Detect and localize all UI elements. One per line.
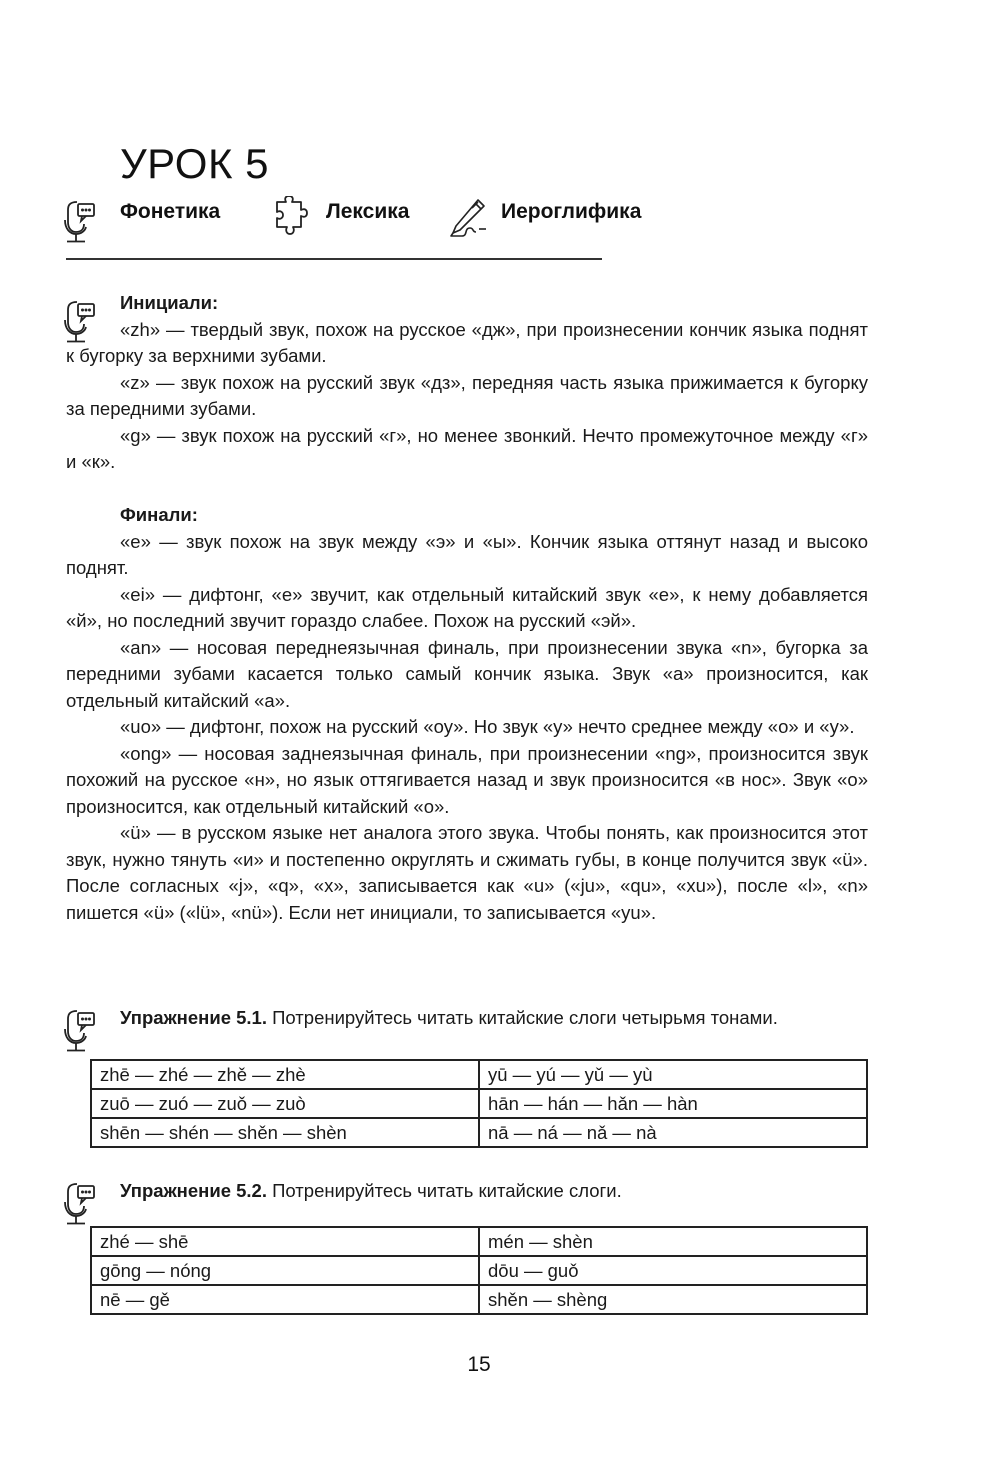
final-uo: «uo» — дифтонг, похож на русский «оу». Но звук «у» нечто среднее между «о» и «у». (120, 716, 855, 737)
table-cell: yū — yú — yǔ — yù (479, 1060, 867, 1089)
table-row (91, 1227, 867, 1256)
finals-section (66, 502, 868, 926)
pen-writing-icon (448, 198, 492, 240)
table-row (91, 1118, 867, 1147)
initials-heading: Инициали: (120, 292, 219, 313)
exercise-5-2-prompt (120, 1180, 622, 1202)
table-cell: gōng — nóng (91, 1256, 479, 1285)
final-ei: «ei» — дифтонг, «e» звучит, как отдельный китайский звук «e», к нему добавляется «й», но последний звучит гораздо слабее. Похож на русский «эй». (66, 583, 868, 631)
final-e: «e» — звук похож на звук между «э» и «ы». Кончик языка оттянут назад и высоко поднят. (66, 530, 868, 578)
topic-hieroglyphics: Иероглифика (501, 200, 642, 223)
table-cell: nā — ná — nǎ — nà (479, 1118, 867, 1147)
exercise-5-1-prompt (120, 1007, 778, 1029)
page-number: 15 (467, 1353, 491, 1376)
final-an: «an» — носовая переднеязычная финаль, при произнесении звука «n», бугорка за передними зубами касается только самый кончик языка. Звук «a» произносится, как отдельный китайский «a». (66, 636, 868, 711)
exercise-5-2-table (90, 1226, 868, 1315)
table-cell: mén — shèn (479, 1227, 867, 1256)
table-cell: zhē — zhé — zhě — zhè (91, 1060, 479, 1089)
table-row (91, 1089, 867, 1118)
initials-section (66, 290, 868, 476)
table-cell: nē — gě (91, 1285, 479, 1314)
table-cell: zhé — shē (91, 1227, 479, 1256)
puzzle-piece-icon (274, 196, 314, 240)
table-row (91, 1285, 867, 1314)
initial-zh: «zh» — твердый звук, похож на русское «дж», при произнесении кончик языка поднят к бугорку за верхними зубами. (66, 318, 868, 366)
table-cell: zuō — zuó — zuǒ — zuò (91, 1089, 479, 1118)
table-cell: shēn — shén — shěn — shèn (91, 1118, 479, 1147)
initial-z: «z» — звук похож на русский звук «дз», передняя часть языка прижимается к бугорку за передними зубами. (66, 371, 868, 419)
topic-lexics: Лексика (326, 200, 410, 223)
table-cell: dōu — guǒ (479, 1256, 867, 1285)
exercise-instruction: Потренируйтесь читать китайские слоги четырьмя тонами. (266, 1007, 778, 1028)
exercise-instruction: Потренируйтесь читать китайские слоги. (266, 1180, 622, 1201)
lesson-title: УРОК 5 (120, 140, 269, 187)
table-row (91, 1060, 867, 1089)
initial-g: «g» — звук похож на русский «г», но менее звонкий. Нечто промежуточное между «г» и «к». (66, 424, 868, 472)
topic-phonetics: Фонетика (120, 200, 221, 223)
exercise-5-1-table (90, 1059, 868, 1148)
microphone-speech-icon (63, 1005, 97, 1053)
microphone-speech-icon (63, 1178, 97, 1226)
finals-heading: Финали: (120, 504, 198, 525)
table-row (91, 1256, 867, 1285)
microphone-speech-icon (63, 196, 97, 244)
final-ong: «ong» — носовая заднеязычная финаль, при произнесении «ng», произносится звук похожий на русское «н», но язык оттягивается назад и звук произносится «в нос». Звук «о» произносится, как отдельный китайский «о». (66, 742, 868, 817)
exercise-label: Упражнение 5.1. (120, 1007, 267, 1028)
table-cell: shěn — shèng (479, 1285, 867, 1314)
header-divider (66, 258, 602, 260)
exercise-label: Упражнение 5.2. (120, 1180, 267, 1201)
final-u-umlaut: «ü» — в русском языке нет аналога этого звука. Чтобы понять, как произносится этот звук, нужно тянуть «и» и постепенно округлять и сжимать губы, в конце получится звук «ü». После согласных «j», «q», «x», записывается как «u» («ju», «qu», «xu»), после «l», «n» пишется «ü» («lü», «nü»). Если нет инициали, то записывается «yu». (66, 822, 868, 923)
table-cell: hān — hán — hǎn — hàn (479, 1089, 867, 1118)
